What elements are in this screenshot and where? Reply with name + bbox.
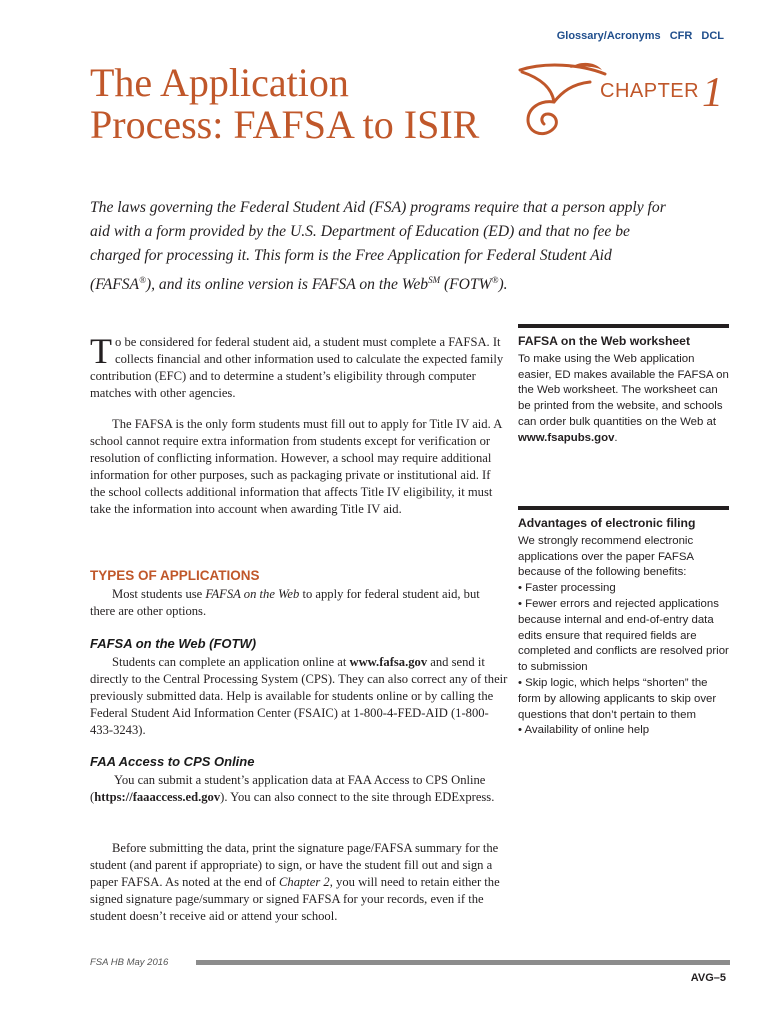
paragraph-signature: Before submitting the data, print the signature page/FAFSA summary for the student (and parent if appropriate) to sign, or have the student fill out and sign a paper FAFSA. As noted at the end of Chapter 2, you will need to retain either the signed signature page/summary or signed FAFSA for your records, even if the student doesn’t receive aid or attend your school.: [90, 841, 500, 923]
sidebar-electronic-filing: [518, 506, 729, 739]
chapter-ornament-icon: [510, 58, 610, 142]
drop-cap: T: [90, 331, 112, 371]
page-number: AVG–5: [690, 972, 726, 984]
sidebar-rule: [518, 324, 729, 328]
sidebar-intro: We strongly recommend electronic applications over the paper FAFSA because of the following benefits:: [518, 534, 694, 579]
sidebar-heading: Advantages of electronic filing: [518, 516, 696, 530]
sidebar-fotw-worksheet: [518, 324, 729, 447]
chapter-label: CHAPTER: [600, 80, 700, 102]
title-line-1: The Application: [90, 60, 349, 105]
paragraph-title-iv: The FAFSA is the only form students must fill out to apply for Title IV aid. A school cannot require extra information from students except for verification or resolution of conflicting information. However, a school may require additional information for other purposes, such as packaging private or institutional aid. If the school collects additional information that affects Title IV eligibility, it must take the information into account when awarding Title IV aid.: [90, 417, 502, 516]
title-line-2: Process: FAFSA to ISIR: [90, 102, 480, 147]
cfr-link[interactable]: CFR: [669, 30, 693, 42]
faaaccess-url-link[interactable]: https://faaaccess.ed.gov: [94, 789, 221, 804]
fsapubs-url-link[interactable]: www.fsapubs.gov: [518, 431, 615, 444]
chapter-number: 1: [702, 70, 723, 116]
sidebar-rule: [518, 506, 729, 510]
benefits-list: [518, 581, 729, 739]
glossary-link[interactable]: Glossary/Acronyms: [556, 30, 661, 42]
paragraph-types: Most students use FAFSA on the Web to apply for federal student aid, but there are other options.: [90, 587, 480, 618]
list-item: • Faster processing: [518, 582, 616, 595]
paragraph-fotw: Students can complete an application online at www.fafsa.gov and send it directly to the Central Processing System (CPS). They can also correct any of their previously submitted data. Help is available for students online or by calling the Federal Student Aid Information Center (FSAIC) at 1-800-4-FED-AID (1-800-433-3243).: [90, 655, 508, 737]
sidebar-body: To make using the Web application easier, ED makes available the FAFSA on the Web worksheet. The worksheet can be printed from the website, and schools can order bulk quantities on the Web at www.fsapubs.gov.: [518, 352, 729, 444]
dcl-link[interactable]: DCL: [701, 30, 724, 42]
top-nav-links: [551, 30, 724, 42]
fotw-heading: FAFSA on the Web (FOTW): [90, 636, 257, 651]
paragraph-efc: To be considered for federal student aid, a student must complete a FAFSA. It collects financial and other information used to calculate the expected family contribution (EFC) and to determine a student’s eligibility through computer matches with other agencies.: [90, 331, 504, 400]
intro-paragraph: The laws governing the Federal Student Aid (FSA) programs require that a person apply for aid with a form provided by the U.S. Department of Education (ED) and that no fee be charged for processing it. This form is the Free Application for Federal Student Aid (FAFSA®), and its online version is FAFSA on the Web℠ (FOTW®).: [90, 199, 666, 294]
list-item: • Skip logic, which helps “shorten” the form by allowing applicants to skip over questions that don’t pertain to them: [518, 676, 717, 721]
fafsa-url-link[interactable]: www.fafsa.gov: [349, 655, 428, 669]
faa-access-heading: FAA Access to CPS Online: [90, 754, 255, 769]
footer-source: FSA HB May 2016: [90, 957, 169, 968]
page-title: [90, 62, 479, 146]
types-of-applications-heading: TYPES OF APPLICATIONS: [90, 568, 260, 583]
paragraph-faa-access: You can submit a student’s application data at FAA Access to CPS Online (https://faaaccess.ed.gov). You can also connect to the site through EDExpress.: [90, 773, 495, 804]
list-item: • Fewer errors and rejected applications because internal and end-of-entry data edits ensure that required fields are completed and conflicts are resolved prior to submission: [518, 597, 729, 674]
list-item: • Availability of online help: [518, 724, 650, 737]
footer-divider: [196, 960, 730, 965]
sidebar-heading: FAFSA on the Web worksheet: [518, 334, 690, 348]
